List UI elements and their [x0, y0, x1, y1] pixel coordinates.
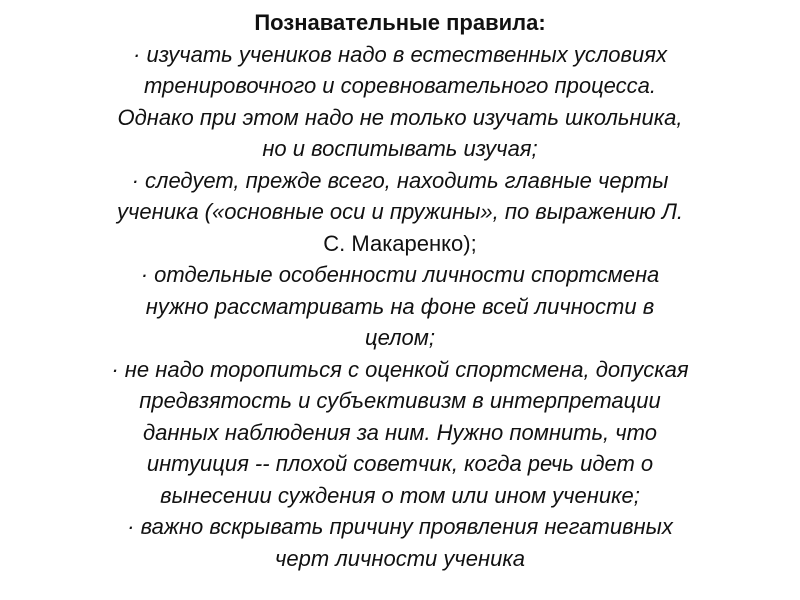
slide-title: Познавательные правила: [254, 10, 546, 35]
rule-line: · важно вскрывать причину проявления негативных [127, 514, 673, 539]
rule-line: нужно рассматривать на фоне всей личности в [145, 293, 655, 319]
rule-line: Однако при этом надо не только изучать школьника, [117, 104, 683, 130]
rule-line: черт личности ученика [275, 545, 525, 571]
rule-line: · отдельные особенности личности спортсмена [140, 262, 660, 287]
rule-line: · следует, прежде всего, находить главные черты [131, 167, 669, 193]
rule-line: ученика («основные оси и пружины», по выражению Л. [116, 199, 684, 224]
rule-line: тренировочного и соревновательного процесса. [144, 73, 656, 98]
rule-line: предвзятость и субъективизм в интерпретации [139, 388, 661, 413]
rule-line: данных наблюдения за ним. Нужно помнить, что [143, 419, 657, 445]
rule-line: целом; [365, 325, 435, 350]
rule-line: · не надо торопиться с оценкой спортсмена, допуская [111, 356, 689, 382]
rule-line: вынесении суждения о том или ином ученике; [160, 482, 640, 508]
rule-line: но и воспитывать изучая; [262, 136, 538, 161]
rules-list [40, 39, 760, 575]
rule-line: интуиция -- плохой советчик, когда речь идет о [146, 451, 654, 476]
rule-line: · изучать учеников надо в естественных условиях [133, 41, 667, 67]
rule-line: С. Макаренко); [323, 230, 477, 256]
slide-body [40, 7, 760, 574]
